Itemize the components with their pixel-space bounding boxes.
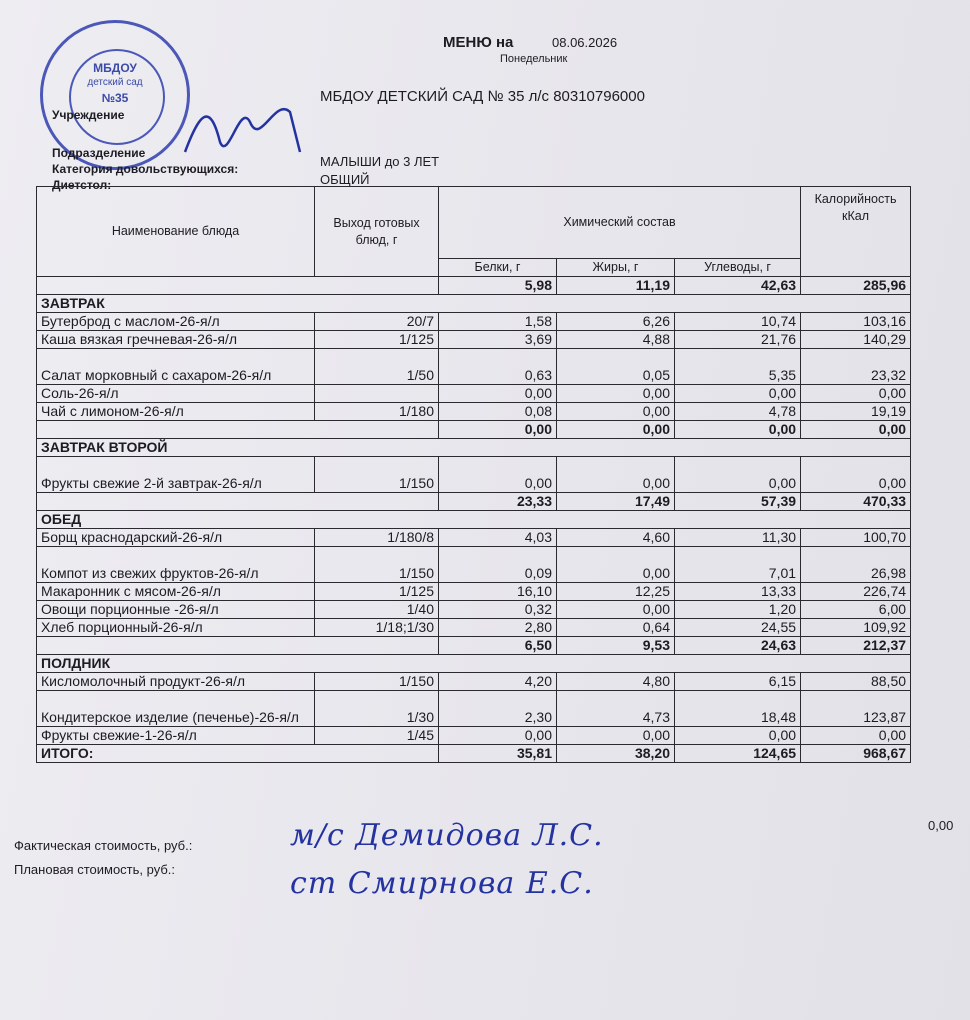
dish-carbs: 10,74 xyxy=(675,313,801,331)
dish-fat: 0,00 xyxy=(557,385,675,403)
total-protein: 0,00 xyxy=(439,421,557,439)
stamp-line-3: №35 xyxy=(101,91,129,105)
section-row xyxy=(37,655,911,673)
dish-fat: 0,00 xyxy=(557,547,675,583)
total-fat: 0,00 xyxy=(557,421,675,439)
dish-output: 1/50 xyxy=(315,349,439,385)
dish-output: 1/45 xyxy=(315,727,439,745)
actual-cost-value: 0,00 xyxy=(928,818,954,833)
dish-name: Компот из свежих фруктов-26-я/л xyxy=(37,547,315,583)
menu-date: 08.06.2026 xyxy=(552,35,618,50)
institution-label: Учреждение xyxy=(52,108,125,122)
dish-carbs: 1,20 xyxy=(675,601,801,619)
grand-total-carbs: 124,65 xyxy=(675,745,801,763)
institution-value: МБДОУ ДЕТСКИЙ САД № 35 л/с 80310796000 xyxy=(320,88,645,105)
dish-fat: 6,26 xyxy=(557,313,675,331)
diet-value: ОБЩИЙ xyxy=(320,172,370,187)
grand-total-calories: 968,67 xyxy=(801,745,911,763)
menu-table-body xyxy=(37,277,911,745)
table-row xyxy=(37,601,911,619)
total-spacer xyxy=(37,637,439,655)
staff-signature: ст Смирнова Е.С. xyxy=(290,866,594,901)
category-value: МАЛЫШИ до 3 ЛЕТ xyxy=(320,154,440,169)
grand-total-fat: 38,20 xyxy=(557,745,675,763)
dish-calories: 0,00 xyxy=(801,385,911,403)
total-protein: 5,98 xyxy=(439,277,557,295)
table-row xyxy=(37,529,911,547)
dish-protein: 0,00 xyxy=(439,727,557,745)
dish-protein: 4,20 xyxy=(439,673,557,691)
header-calories: Калорийность кКал xyxy=(801,187,911,277)
dish-fat: 4,60 xyxy=(557,529,675,547)
dish-carbs: 24,55 xyxy=(675,619,801,637)
section-title: ОБЕД xyxy=(37,511,911,529)
dish-name: Хлеб порционный-26-я/л xyxy=(37,619,315,637)
dish-name: Фрукты свежие-1-26-я/л xyxy=(37,727,315,745)
dish-calories: 88,50 xyxy=(801,673,911,691)
section-title: ЗАВТРАК ВТОРОЙ xyxy=(37,439,911,457)
dish-calories: 226,74 xyxy=(801,583,911,601)
grand-total-label: ИТОГО: xyxy=(37,745,439,763)
total-spacer xyxy=(37,493,439,511)
section-row xyxy=(37,511,911,529)
header-chem: Химический состав xyxy=(439,187,801,259)
total-carbs: 24,63 xyxy=(675,637,801,655)
total-protein: 23,33 xyxy=(439,493,557,511)
total-fat: 11,19 xyxy=(557,277,675,295)
diet-label: Диетстол: xyxy=(52,178,112,192)
dish-output xyxy=(315,385,439,403)
dish-fat: 0,05 xyxy=(557,349,675,385)
dish-calories: 123,87 xyxy=(801,691,911,727)
dish-carbs: 11,30 xyxy=(675,529,801,547)
table-row xyxy=(37,403,911,421)
dish-protein: 1,58 xyxy=(439,313,557,331)
header-output: Выход готовых блюд, г xyxy=(315,187,439,277)
dish-carbs: 13,33 xyxy=(675,583,801,601)
total-carbs: 42,63 xyxy=(675,277,801,295)
dish-fat: 0,64 xyxy=(557,619,675,637)
dish-carbs: 4,78 xyxy=(675,403,801,421)
dish-output: 1/30 xyxy=(315,691,439,727)
section-row xyxy=(37,439,911,457)
table-row xyxy=(37,691,911,727)
dish-output: 1/180 xyxy=(315,403,439,421)
dish-name: Кондитерское изделие (печенье)-26-я/л xyxy=(37,691,315,727)
dish-protein: 3,69 xyxy=(439,331,557,349)
total-calories: 212,37 xyxy=(801,637,911,655)
dish-fat: 12,25 xyxy=(557,583,675,601)
header-dish-name: Наименование блюда xyxy=(37,187,315,277)
grand-total-row xyxy=(37,745,911,763)
dish-carbs: 6,15 xyxy=(675,673,801,691)
dish-output: 1/150 xyxy=(315,547,439,583)
dish-fat: 0,00 xyxy=(557,727,675,745)
table-row xyxy=(37,313,911,331)
dish-calories: 0,00 xyxy=(801,457,911,493)
dish-carbs: 5,35 xyxy=(675,349,801,385)
total-calories: 470,33 xyxy=(801,493,911,511)
total-calories: 285,96 xyxy=(801,277,911,295)
dish-name: Кисломолочный продукт-26-я/л xyxy=(37,673,315,691)
menu-table xyxy=(36,186,911,763)
planned-cost-label: Плановая стоимость, руб.: xyxy=(14,862,176,877)
dish-output: 20/7 xyxy=(315,313,439,331)
table-row xyxy=(37,673,911,691)
dish-fat: 0,00 xyxy=(557,601,675,619)
dish-calories: 100,70 xyxy=(801,529,911,547)
dish-output: 1/125 xyxy=(315,331,439,349)
stamp-line-1: МБДОУ xyxy=(93,61,137,75)
dish-carbs: 21,76 xyxy=(675,331,801,349)
dish-output: 1/150 xyxy=(315,457,439,493)
dish-fat: 4,88 xyxy=(557,331,675,349)
dish-name: Фрукты свежие 2-й завтрак-26-я/л xyxy=(37,457,315,493)
section-title: ЗАВТРАК xyxy=(37,295,911,313)
category-label: Категория довольствующихся: xyxy=(52,162,239,176)
dish-output: 1/40 xyxy=(315,601,439,619)
total-protein: 6,50 xyxy=(439,637,557,655)
dish-calories: 0,00 xyxy=(801,727,911,745)
dish-protein: 4,03 xyxy=(439,529,557,547)
total-fat: 9,53 xyxy=(557,637,675,655)
dish-calories: 140,29 xyxy=(801,331,911,349)
menu-weekday: Понедельник xyxy=(500,53,568,65)
dish-fat: 4,80 xyxy=(557,673,675,691)
nurse-signature: м/с Демидова Л.С. xyxy=(290,818,604,853)
dish-carbs: 0,00 xyxy=(675,385,801,403)
dish-name: Салат морковный с сахаром-26-я/л xyxy=(37,349,315,385)
table-row xyxy=(37,331,911,349)
dish-output: 1/18;1/30 xyxy=(315,619,439,637)
dish-fat: 0,00 xyxy=(557,403,675,421)
dish-calories: 26,98 xyxy=(801,547,911,583)
dish-name: Чай с лимоном-26-я/л xyxy=(37,403,315,421)
section-total-row xyxy=(37,277,911,295)
table-row xyxy=(37,583,911,601)
stamp-line-2: детский сад xyxy=(87,77,143,88)
dish-name: Бутерброд с маслом-26-я/л xyxy=(37,313,315,331)
dish-name: Соль-26-я/л xyxy=(37,385,315,403)
table-row xyxy=(37,547,911,583)
total-fat: 17,49 xyxy=(557,493,675,511)
dish-protein: 0,09 xyxy=(439,547,557,583)
dish-fat: 0,00 xyxy=(557,457,675,493)
dish-protein: 2,30 xyxy=(439,691,557,727)
actual-cost-label: Фактическая стоимость, руб.: xyxy=(14,838,193,853)
director-signature-icon xyxy=(180,92,320,162)
dish-calories: 103,16 xyxy=(801,313,911,331)
dish-name: Борщ краснодарский-26-я/л xyxy=(37,529,315,547)
dish-protein: 16,10 xyxy=(439,583,557,601)
dish-calories: 19,19 xyxy=(801,403,911,421)
dish-protein: 0,08 xyxy=(439,403,557,421)
dish-calories: 23,32 xyxy=(801,349,911,385)
dish-output: 1/180/8 xyxy=(315,529,439,547)
dish-carbs: 0,00 xyxy=(675,727,801,745)
dish-name: Овощи порционные -26-я/л xyxy=(37,601,315,619)
section-total-row xyxy=(37,421,911,439)
section-total-row xyxy=(37,493,911,511)
section-title: ПОЛДНИК xyxy=(37,655,911,673)
header-carbs: Углеводы, г xyxy=(675,259,801,277)
table-row xyxy=(37,619,911,637)
total-spacer xyxy=(37,421,439,439)
dish-protein: 0,32 xyxy=(439,601,557,619)
dish-protein: 0,00 xyxy=(439,457,557,493)
header-fat: Жиры, г xyxy=(557,259,675,277)
dish-calories: 109,92 xyxy=(801,619,911,637)
dish-fat: 4,73 xyxy=(557,691,675,727)
table-row xyxy=(37,727,911,745)
dish-output: 1/125 xyxy=(315,583,439,601)
dish-name: Каша вязкая гречневая-26-я/л xyxy=(37,331,315,349)
dish-protein: 0,00 xyxy=(439,385,557,403)
dish-name: Макаронник с мясом-26-я/л xyxy=(37,583,315,601)
division-label: Подразделение xyxy=(52,146,146,160)
menu-title: МЕНЮ на xyxy=(443,34,514,51)
dish-output: 1/150 xyxy=(315,673,439,691)
total-calories: 0,00 xyxy=(801,421,911,439)
table-row xyxy=(37,385,911,403)
total-carbs: 57,39 xyxy=(675,493,801,511)
dish-carbs: 0,00 xyxy=(675,457,801,493)
header-protein: Белки, г xyxy=(439,259,557,277)
grand-total-protein: 35,81 xyxy=(439,745,557,763)
total-spacer xyxy=(37,277,439,295)
dish-carbs: 7,01 xyxy=(675,547,801,583)
section-row xyxy=(37,295,911,313)
dish-protein: 0,63 xyxy=(439,349,557,385)
total-carbs: 0,00 xyxy=(675,421,801,439)
table-row xyxy=(37,349,911,385)
table-row xyxy=(37,457,911,493)
dish-protein: 2,80 xyxy=(439,619,557,637)
dish-carbs: 18,48 xyxy=(675,691,801,727)
dish-calories: 6,00 xyxy=(801,601,911,619)
section-total-row xyxy=(37,637,911,655)
